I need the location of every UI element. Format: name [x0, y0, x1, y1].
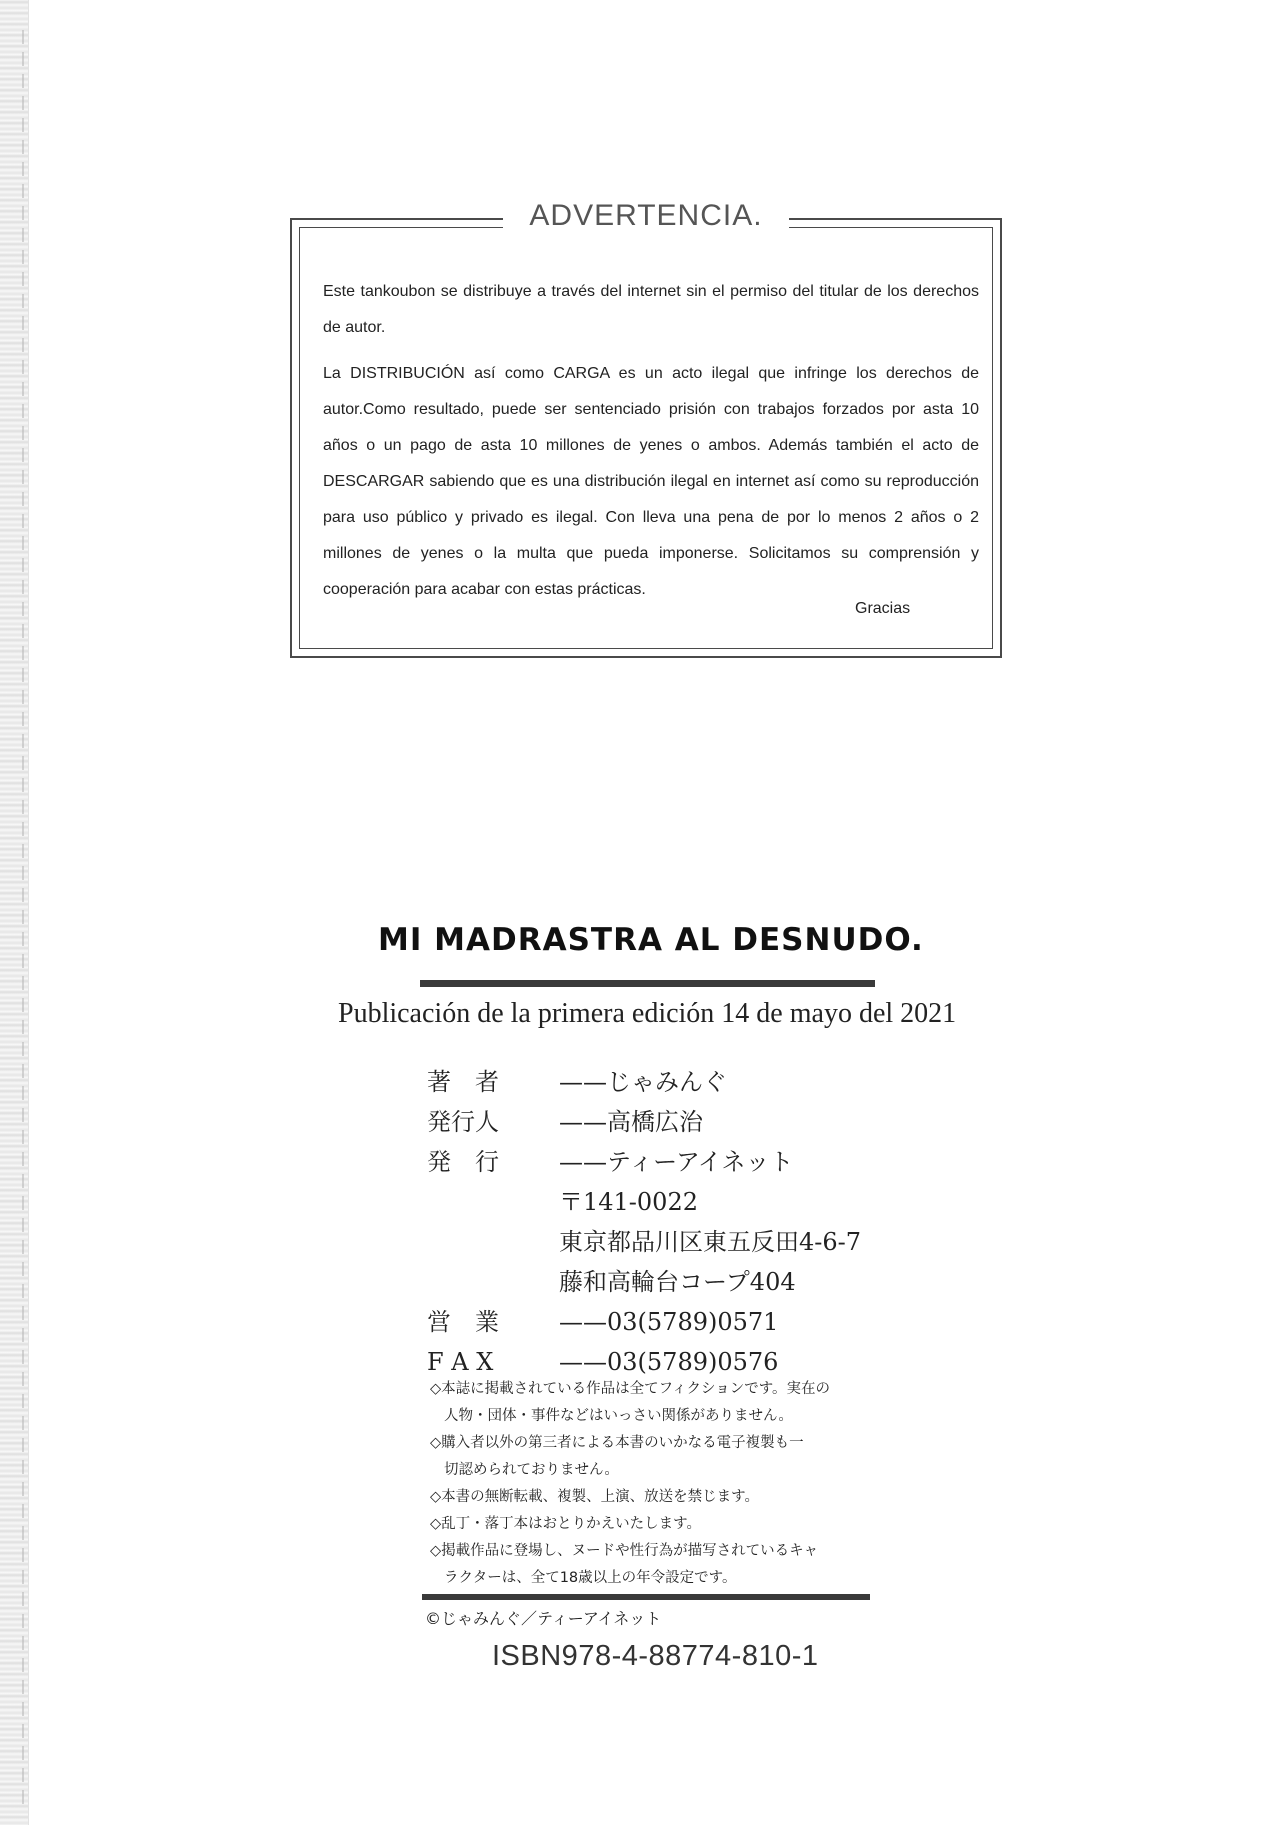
colophon-value: ——高橋広治 [559, 1108, 703, 1136]
note-line: ラクターは、全て18歳以上の年令設定です。 [444, 1570, 737, 1586]
note-line: ◇乱丁・落丁本はおとりかえいたします。 [430, 1516, 701, 1532]
note-line: 切認められておりません。 [444, 1462, 619, 1478]
address-line: 藤和高輪台コープ404 [559, 1268, 796, 1296]
scan-edge [0, 0, 29, 1825]
colophon-label: 著 者 [427, 1068, 499, 1096]
warning-title: ADVERTENCIA. [503, 198, 788, 234]
address-line: 〒141-0022 [559, 1188, 698, 1216]
colophon-row-sales [427, 1302, 861, 1342]
warning-paragraph: La DISTRIBUCIÓN así como CARGA es un acto ilegal que infringe los derechos de autor.Como resultado, puede ser sentenciado prisión con trabajos forzados por asta 10 años o un pago de asta 10 millones de yenes o ambos. Además también el acto de DESCARGAR sabiendo que es una distribución ilegal en internet así como su reproducción para uso público y privado es ilegal. Con lleva una pena de por lo menos 2 años o 2 millones de yenes o la multa que pueda imponerse. Solicitamos su comprensión y cooperación para acabar con estas prácticas. [323, 365, 979, 598]
title-underline [420, 980, 875, 987]
note-line: ◇掲載作品に登場し、ヌードや性行為が描写されているキャ [430, 1543, 819, 1559]
colophon-row-publisher [427, 1102, 861, 1142]
colophon-value: ——03(5789)0571 [559, 1308, 779, 1336]
colophon-row-author [427, 1062, 861, 1102]
colophon [427, 1062, 861, 1382]
colophon-value: ——ティーアイネット [559, 1148, 794, 1176]
colophon-label: 発 行 [427, 1148, 499, 1176]
copyright: ©じゃみんぐ／ティーアイネット [425, 1609, 662, 1628]
bottom-rule [422, 1594, 870, 1600]
colophon-label: F A X [427, 1348, 494, 1376]
note-line: ◇本書の無断転載、複製、上演、放送を禁じます。 [430, 1489, 759, 1505]
colophon-label: 発行人 [427, 1108, 499, 1136]
warning-paragraph: Este tankoubon se distribuye a través del internet sin el permiso del titular de los derechos de autor. [323, 283, 979, 336]
warning-thanks: Gracias [855, 600, 911, 617]
colophon-value: ——03(5789)0576 [559, 1348, 779, 1376]
colophon-row-issuer [427, 1142, 861, 1182]
colophon-value: ——じゃみんぐ [559, 1068, 727, 1096]
publication-date: Publicación de la primera edición 14 de mayo del 2021 [338, 998, 957, 1029]
colophon-label: 営 業 [427, 1308, 499, 1336]
note-line: ◇本誌に掲載されている作品は全てフィクションです。実在の [430, 1381, 831, 1397]
scan-edge-line [22, 30, 24, 1810]
note-line: ◇購入者以外の第三者による本書のいかなる電子複製も一 [430, 1435, 804, 1451]
book-title: MI MADRASTRA AL DESNUDO. [378, 922, 924, 958]
legal-notes [430, 1376, 910, 1592]
warning-body [323, 274, 979, 618]
note-line: 人物・団体・事件などはいっさい関係がありません。 [444, 1408, 793, 1424]
address-line: 東京都品川区東五反田4-6-7 [559, 1228, 862, 1256]
isbn: ISBN978-4-88774-810-1 [492, 1640, 819, 1672]
